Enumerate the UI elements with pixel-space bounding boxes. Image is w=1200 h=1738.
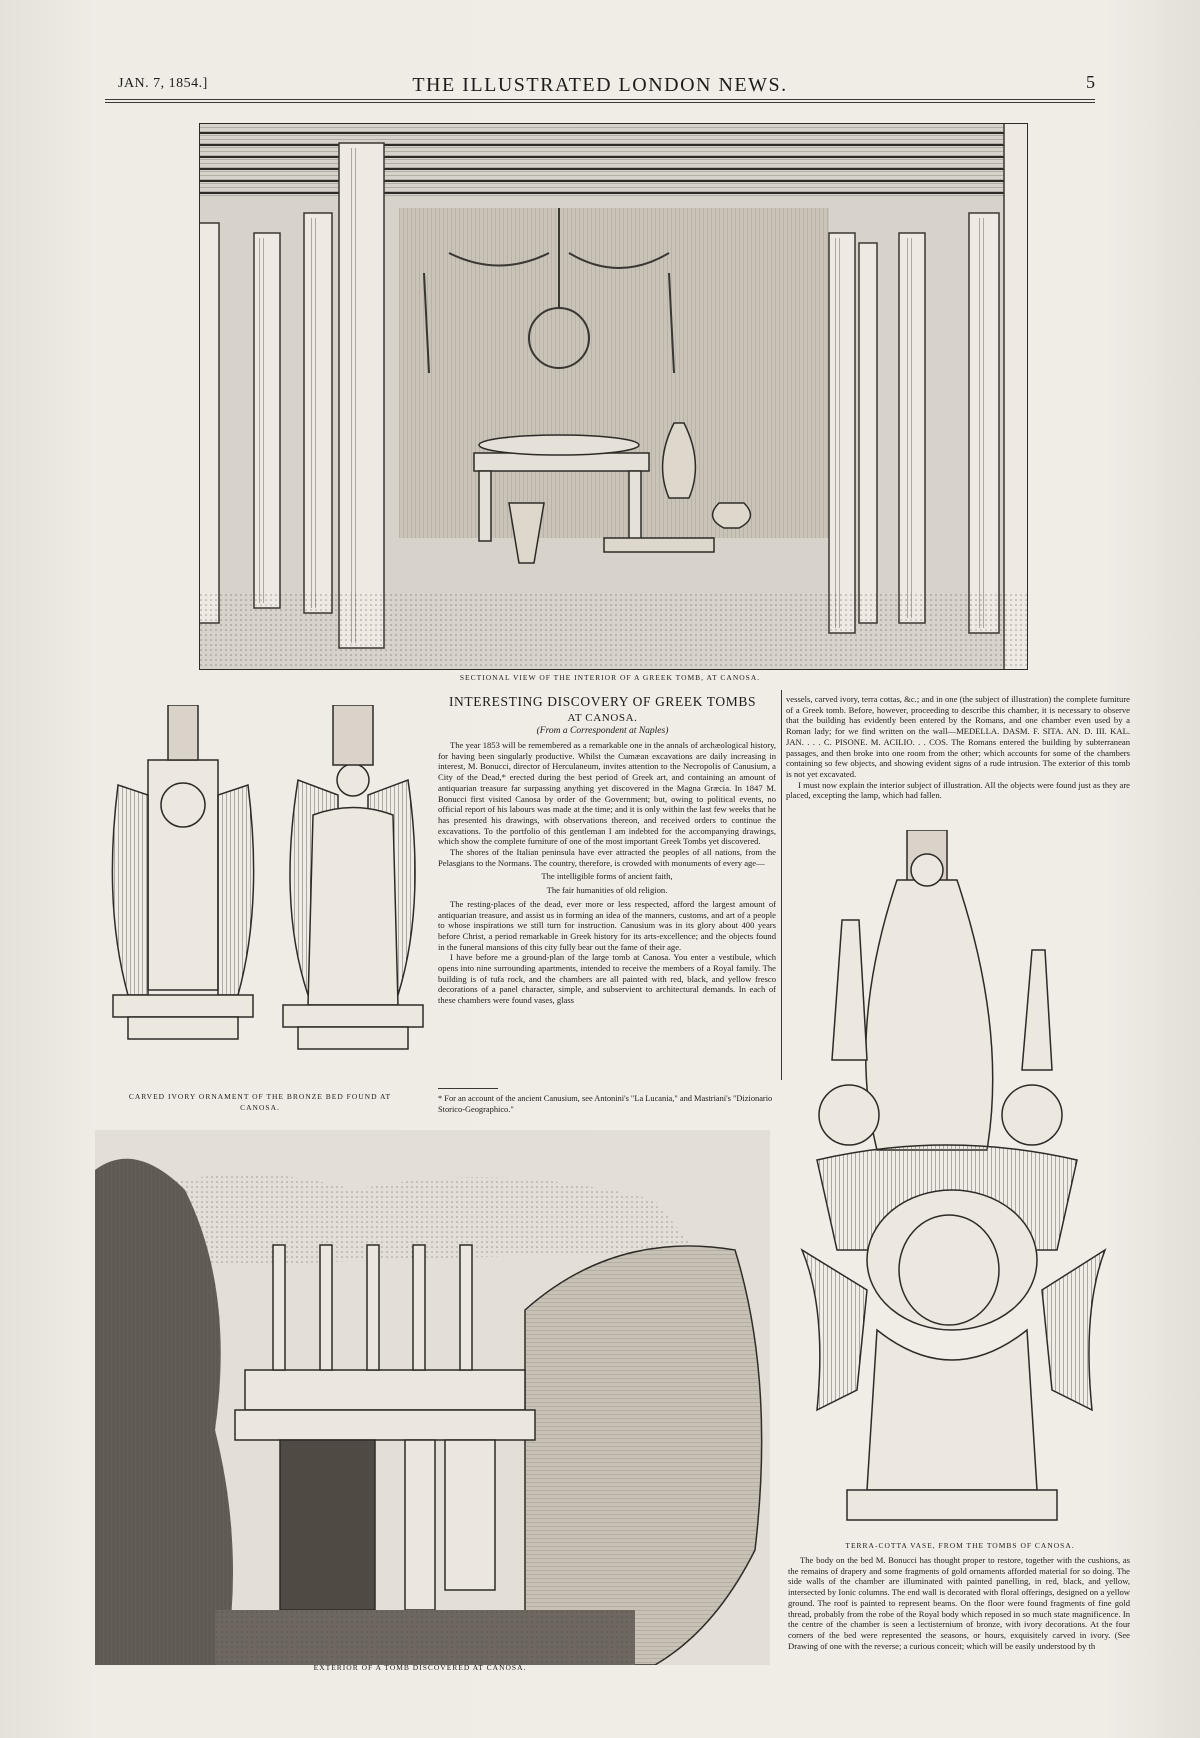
- article-subtitle: AT CANOSA.: [567, 712, 638, 724]
- page-number: 5: [1086, 72, 1095, 92]
- article-column-3: [788, 1555, 1130, 1651]
- caption-interior: SECTIONAL VIEW OF THE INTERIOR OF A GREEK TOMB, AT CANOSA.: [459, 673, 761, 682]
- footnote-rule: [438, 1088, 498, 1089]
- article-source: (From a Correspondent at Naples): [536, 726, 669, 736]
- verse-line: The intelligible forms of ancient faith,: [541, 871, 673, 882]
- ivory-ornament-engraving: [98, 705, 425, 1075]
- paragraph: vessels, carved ivory, terra cottas, &c.; and in one (the subject of illustration) the complete furniture of a Greek tomb. Before, however, proceeding to describe this chamber, it is necessary to observe that the building has evidently been entered by the Romans, and one chamber even used by a Roman lady; for we find written on the wall—MEDELLA. DASM. F. SITA. AN. D. III. KAL. JAN. . . . C. PISONE. M. ACILIO. . . COS. The Romans entered the building by subterranean passages, and then broke into one room from the other; which accounts for some of the chambers containing so few objects, and showing evident signs of a rude intrusion. The exterior of this tomb is not yet excavated.: [786, 694, 1130, 779]
- tomb-exterior-engraving: [95, 1130, 770, 1665]
- paragraph: The resting-places of the dead, ever more or less respected, afford the largest amount of antiquarian treasure, and assist us in forming an idea of the manners, customs, and art of a people to whose inspirations we still turn for instruction. Canusium was in its glory about 400 years before Christ, a period remarkable in Greek history for its arts-excellence; and the objects found in the funeral mansions of this city fully bear out the fame of their age.: [438, 898, 776, 952]
- paragraph: The shores of the Italian peninsula have ever attracted the peoples of all nations, from the Pelasgians to the Normans. The country, therefore, is crowded with monuments of every age—: [438, 847, 776, 868]
- article-title: INTERESTING DISCOVERY OF GREEK TOMBS: [448, 694, 757, 709]
- paragraph: I have before me a ground-plan of the large tomb at Canosa. You enter a vestibule, which opens into nine surrounding apartments, intended to receive the members of a Royal family. The building is of tufa rock, and the chambers are all painted with red, black, and yellow fresco decorations of a panel character, simple, and subservient to architectural demands. In each of these chambers were found vases, glass: [438, 952, 776, 1006]
- caption-exterior: EXTERIOR OF A TOMB DISCOVERED AT CANOSA.: [313, 1663, 527, 1672]
- paragraph: The body on the bed M. Bonucci has thought proper to restore, together with the cushions, as the remains of drapery and some fragments of gold ornaments afforded material for so doing. The side walls of the chamber are illuminated with painted panelling, in red, black, and yellow, intersected by Ionic columns. The end wall is decorated with floral offerings, designed on a yellow ground. The roof is painted to represent beams. On the floor were found fragments of fine gold thread, probably from the robe of the Royal body which reposed in so much state magnificence. In the centre of the chamber is seen a lectisternium of bronze, with ivory decorations. At the four corners of the bed were represented the seasons, or hours, exquisitely carved in ivory. (See Drawing of one with the reverse; a curious conceit; which will be easily understood by th: [788, 1555, 1130, 1651]
- footnote: * For an account of the ancient Canusium, see Antonini's "La Lucania," and Mastriani's "Dizionario Storico-Geographico.": [438, 1094, 773, 1114]
- header-rule: [105, 99, 1095, 100]
- paragraph: I must now explain the interior subject of illustration. All the objects were found just as they are placed, excepting the lamp, which had fallen.: [786, 779, 1130, 801]
- article-heading: [430, 694, 775, 736]
- caption-vase: TERRA-COTTA VASE, FROM THE TOMBS OF CANOSA.: [845, 1541, 1075, 1550]
- masthead-title: THE ILLUSTRATED LONDON NEWS.: [412, 74, 788, 96]
- issue-date: JAN. 7, 1854.]: [118, 76, 208, 91]
- verse-line: The fair humanities of old religion.: [546, 885, 668, 896]
- terra-cotta-vase-engraving: [787, 830, 1120, 1530]
- article-column-2: [786, 694, 1130, 801]
- header-rule-double: [105, 102, 1095, 103]
- column-rule: [781, 690, 782, 1080]
- tomb-interior-engraving: [199, 123, 1028, 670]
- paragraph: The year 1853 will be remembered as a remarkable one in the annals of archæological history, for having been singularly productive. Whilst the Cumæan excavations are daily increasing in interest, M. Bonucci, director of Herculaneum, invites attention to the Necropolis of Canusium, a City of the Dead,* erected during the best period of Greek art, and containing an amount of antiquarian treasure far surpassing anything yet discovered in the Magna Græcia. In 1847 M. Bonucci first visited Canosa by order of the Government; but, owing to political events, no official report of his labours was made at the time; and it is only within the last few weeks that he has presented his drawings, with observations thereon, and received orders to continue the excavations. To the portfolio of this gentleman I am indebted for the accompanying drawings, which show the complete furniture of one of the most important Greek Tombs yet discovered.: [438, 740, 776, 847]
- article-column-1: [438, 740, 776, 1006]
- caption-ivory: CARVED IVORY ORNAMENT OF THE BRONZE BED FOUND AT CANOSA.: [128, 1092, 392, 1112]
